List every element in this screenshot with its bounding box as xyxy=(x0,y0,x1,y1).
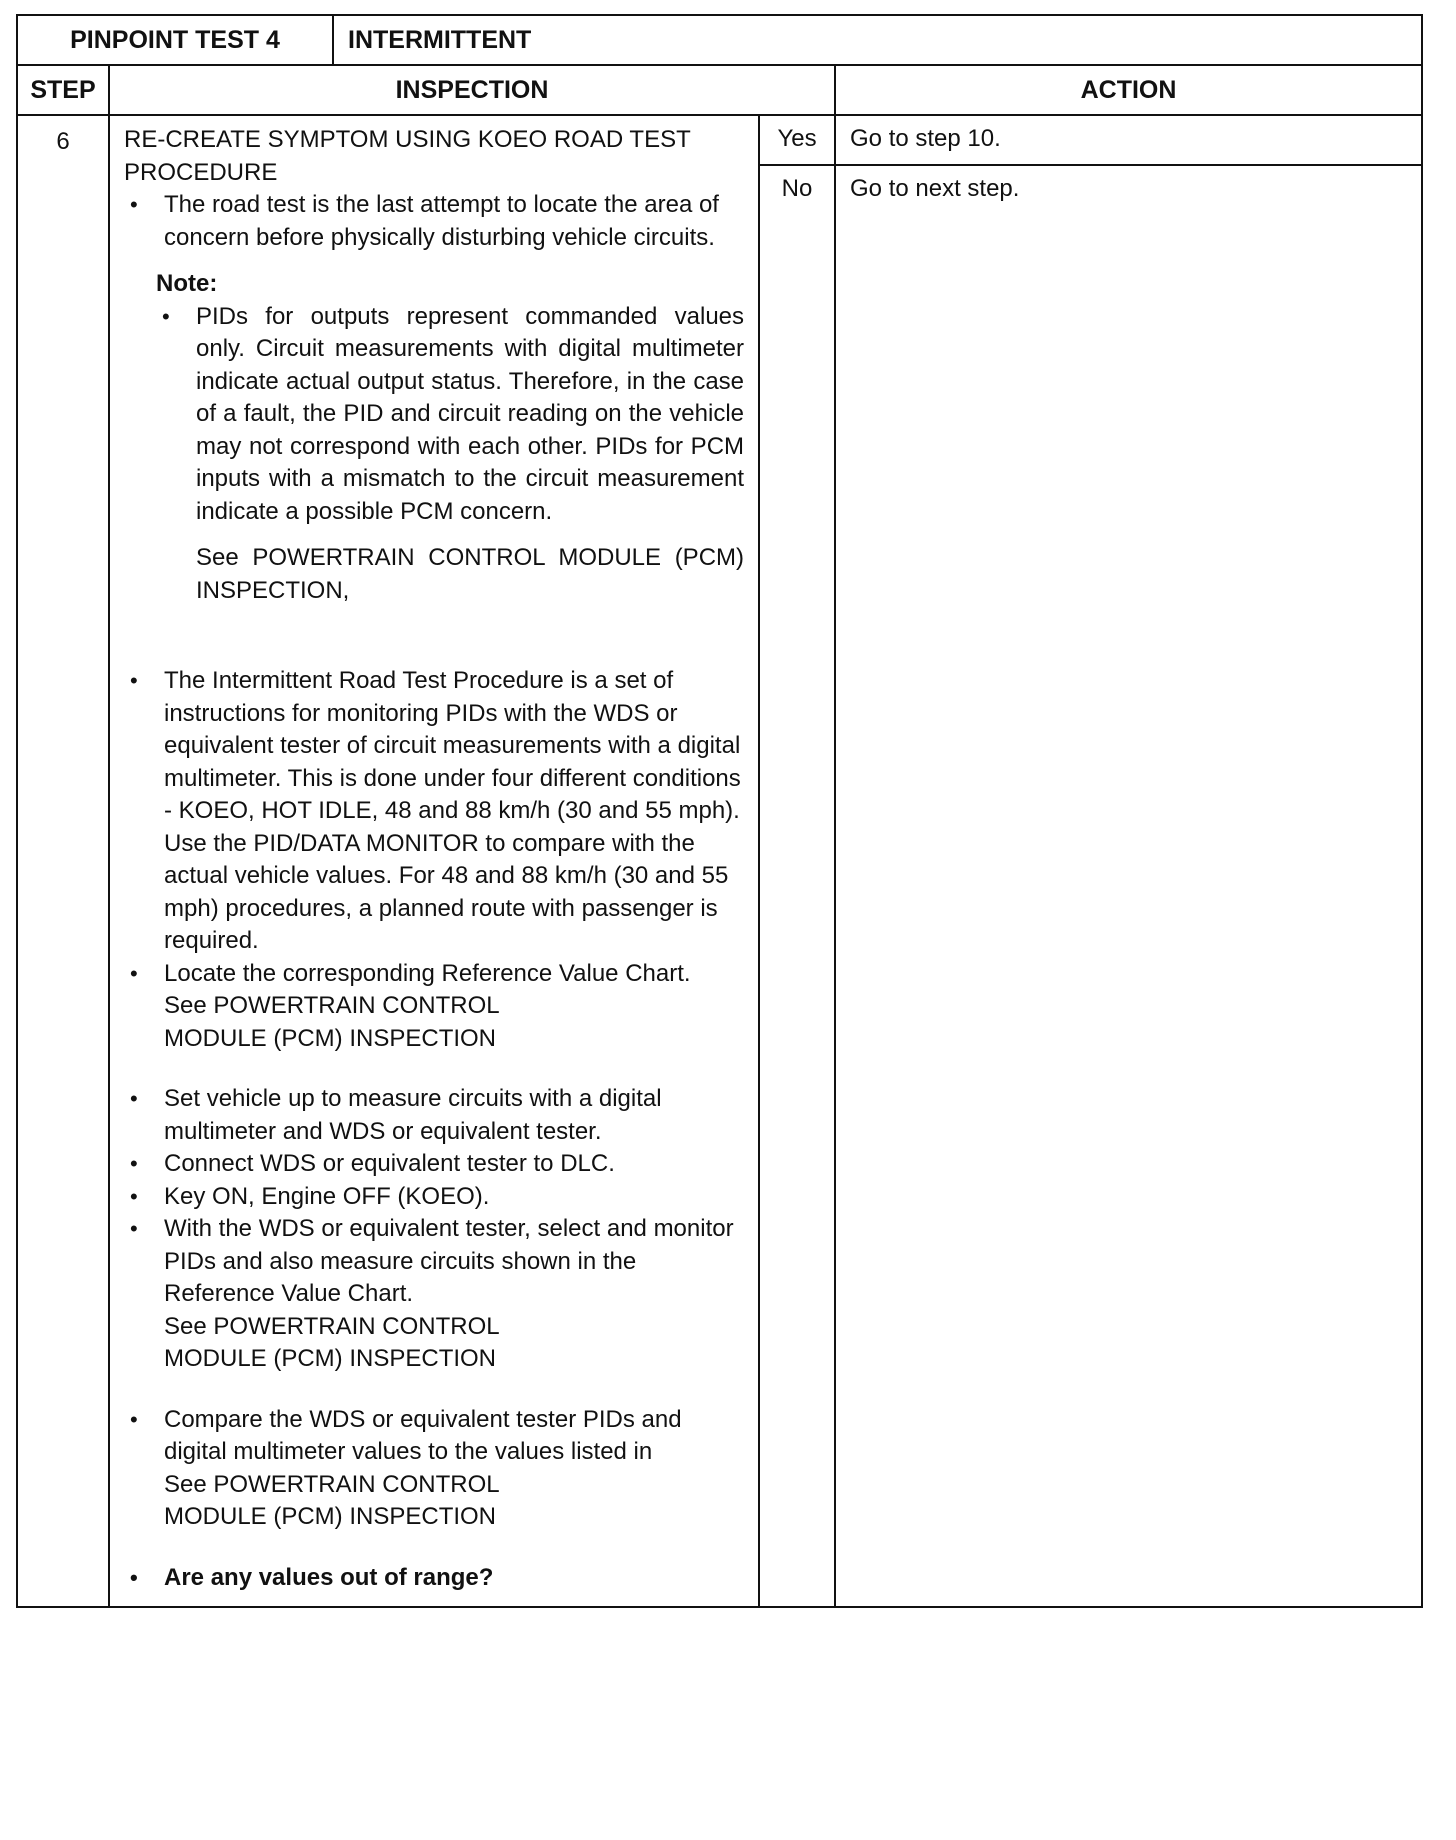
note-list xyxy=(156,301,744,529)
note-block xyxy=(156,268,744,607)
note-text: • PIDs for outputs represent commanded values only. Circuit measurements with digital multimeter indicate actual output status. Therefore, in the case of a fault, the PID and circuit reading on the vehicle may not correspond with each other. PIDs for PCM inputs with a mismatch to the circuit measurement indicate a possible PCM concern. xyxy=(156,301,744,529)
step-row xyxy=(17,115,1422,1607)
test-name: INTERMITTENT xyxy=(333,15,1422,65)
question-list xyxy=(124,1562,744,1595)
step-question: • Are any values out of range? xyxy=(124,1562,744,1595)
action-no: Go to next step. xyxy=(850,175,1020,202)
test-label: PINPOINT TEST 4 xyxy=(17,15,333,65)
bullet-key: • Key ON, Engine OFF (KOEO). xyxy=(124,1181,744,1214)
bullet-monitor xyxy=(124,1213,744,1376)
intro-list xyxy=(124,189,744,254)
compare-list xyxy=(124,1404,744,1534)
bullet-locate xyxy=(124,958,744,1056)
note-title: Note: xyxy=(156,270,218,297)
action-column xyxy=(835,115,1422,1607)
test-header-row xyxy=(17,15,1422,65)
step-column-header: STEP xyxy=(17,65,109,115)
bullet-monitor-text: With the WDS or equivalent tester, select and monitor PIDs and also measure circuits shown in the Reference Value Chart. xyxy=(164,1215,734,1307)
bullet-procedure: • The Intermittent Road Test Procedure is a set of instructions for monitoring PIDs with the WDS or equivalent tester of circuit measurements with a digital multimeter. This is done under four different conditions - KOEO, HOT IDLE, 48 and 88 km/h (30 and 55 mph). Use the PID/DATA MONITOR to compare with the actual vehicle values. For 48 and 88 km/h (30 and 55 mph) procedures, a planned route with passenger is required. xyxy=(124,665,744,958)
inspection-cell xyxy=(109,115,759,1607)
step-title: RE-CREATE SYMPTOM USING KOEO ROAD TEST PROCEDURE xyxy=(124,126,691,186)
procedure-list xyxy=(124,665,744,1055)
column-header-row xyxy=(17,65,1422,115)
pinpoint-test-table xyxy=(16,14,1423,1608)
step-number: 6 xyxy=(17,115,109,1607)
answer-no-label: No xyxy=(781,175,813,202)
spacer xyxy=(124,1534,744,1562)
see-reference-2a: See POWERTRAIN CONTROL xyxy=(164,1312,500,1340)
bullet-setup: • Set vehicle up to measure circuits with a digital multimeter and WDS or equivalent tester. xyxy=(124,1083,744,1148)
answer-yes-label: Yes xyxy=(760,116,834,166)
bullet-intro: • The road test is the last attempt to locate the area of concern before physically disturbing vehicle circuits. xyxy=(124,189,744,254)
see-reference-1b: MODULE (PCM) INSPECTION xyxy=(164,1024,497,1052)
spacer xyxy=(124,1376,744,1404)
spacer xyxy=(124,607,744,665)
answer-column xyxy=(759,115,835,1607)
bullet-connect: • Connect WDS or equivalent tester to DLC. xyxy=(124,1148,744,1181)
see-reference-3b: MODULE (PCM) INSPECTION xyxy=(164,1503,497,1530)
see-reference-2b: MODULE (PCM) INSPECTION xyxy=(164,1345,497,1372)
inspection-column-header: INSPECTION xyxy=(109,65,835,115)
see-reference-1a: See POWERTRAIN CONTROL xyxy=(164,992,500,1019)
bullet-compare xyxy=(124,1404,744,1534)
bullet-locate-text: Locate the corresponding Reference Value Chart. xyxy=(164,959,691,987)
action-yes: Go to step 10. xyxy=(836,116,1421,166)
note-see-reference: See POWERTRAIN CONTROL MODULE (PCM) INSPECTION, xyxy=(196,544,745,604)
pinpoint-test-document xyxy=(16,14,1421,1608)
spacer xyxy=(124,1055,744,1083)
action-column-header: ACTION xyxy=(835,65,1422,115)
bullet-compare-text: Compare the WDS or equivalent tester PIDs and digital multimeter values to the values listed in xyxy=(164,1405,682,1465)
see-reference-3a: See POWERTRAIN CONTROL xyxy=(164,1470,500,1498)
setup-list xyxy=(124,1083,744,1376)
